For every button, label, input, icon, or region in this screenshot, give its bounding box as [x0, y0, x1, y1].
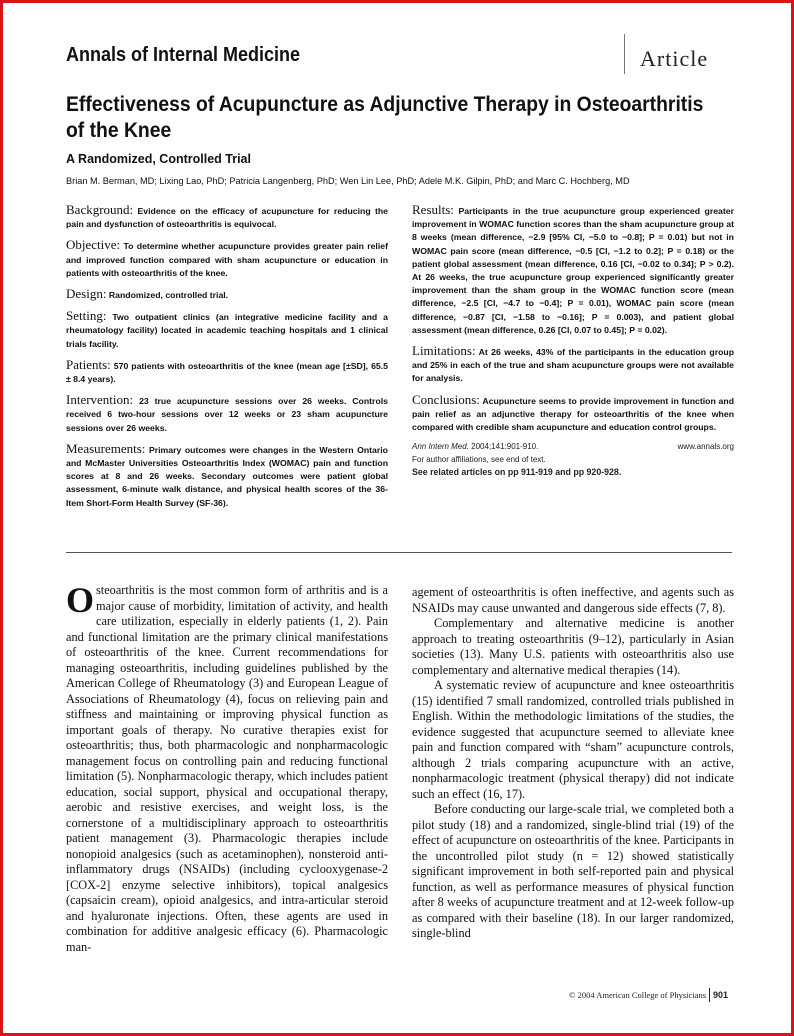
author-list: Brian M. Berman, MD; Lixing Lao, PhD; Patricia Langenberg, PhD; Wen Lin Lee, PhD; Adele M.K. Gilpin, PhD; and Marc C. Hochberg, MD — [66, 176, 630, 186]
abstract-background — [66, 203, 388, 231]
page-footer — [569, 988, 728, 1002]
section-text: 570 patients with osteoarthritis of the knee (mean age [±SD], 65.5 ± 8.4 years). — [66, 360, 388, 385]
section-text: Two outpatient clinics (an integrative medicine facility and a rheumatology facility) located in academic teaching hospitals and 1 clinical trials facility. — [66, 312, 388, 349]
section-label: Design: — [66, 286, 107, 302]
section-text: Participants in the true acupuncture group experienced greater improvement in WOMAC function scores than the sham acupuncture group at 8 weeks (mean difference, −2.9 [95% CI, −5.0 to −0.8]; P = 0.01) but not in WOMAC pain score (mean difference, −0.5 [CI, −1.2 to 0.2]; P = 0.18) or the patient global assessment (mean difference, 0.16 [CI, −0.02 to 0.34]; P > 0.2). At 26 weeks, the true acupuncture group experienced significantly greater improvement than the sham group in the WOMAC function score (mean difference, −2.5 [CI, −4.7 to −0.4]; P = 0.01), WOMAC pain score (mean difference, −0.87 [CI, −1.58 to −0.16]; P = 0.003), and patient global assessment (mean difference, 0.26 [CI, 0.07 to 0.45]; P = 0.02). — [412, 206, 734, 335]
drop-cap: O — [66, 580, 95, 620]
copyright-notice: © 2004 American College of Physicians — [569, 990, 707, 1000]
article-subtitle: A Randomized, Controlled Trial — [66, 152, 251, 166]
page — [4, 4, 790, 1032]
body-left-column — [66, 580, 388, 955]
body-paragraph: steoarthritis is the most common form of arthritis and is a major cause of morbidity, limitation of activity, and health care utilization, especially in elderly patients (1, 2). Pain and functional limitation are the primary clinical manifestations of osteoarthritis of the knee. Current recommendations for managing osteoarthritis, including guidelines published by the American College of Rheumatology (3) and European League of Associations of Rheumatology (4), focus on relieving pain and stiffness and maintaining or improving physical function as important goals of therapy. No curative therapies exist for osteoarthritis; thus, both pharmacologic and nonpharmacologic management focus on controlling pain and reducing functional limitation (5). Nonpharmacologic therapy, which includes patient education, social support, physical and occupational therapy, aerobic and resistive exercises, and weight loss, is the cornerstone of a multidisciplinary approach to osteoarthritis patient management (3). Pharmacologic therapies include nonopioid analgesics (such as acetaminophen), nonsteroid anti-inflammatory drugs (NSAIDs) (including cyclooxygenase-2 [COX-2] enzyme selective inhibitors), topical analgesics (capsaicin cream), opioid analgesics, and intra-articular steroid and hyaluronate injections. Often, these agents are used in combination for additive analgesic efficacy (6). Pharmacologic man- — [66, 583, 388, 954]
section-divider — [66, 552, 732, 553]
body-right-column — [412, 585, 734, 942]
body-paragraph: Complementary and alternative medicine is another approach to treating osteoarthritis (9–12), particularly in Asian societies (13). Many U.S. patients with osteoarthritis also use complementary and alternative medical therapies (14). — [412, 616, 734, 677]
related-articles-note: See related articles on pp 911-919 and pp 920-928. — [412, 467, 622, 478]
body-paragraph: Before conducting our large-scale trial, we completed both a pilot study (18) and a randomized, single-blind trial (19) of the effect of acupuncture on osteoarthritis of the knee. Participants in the uncontrolled pilot study (n = 12) showed statistically significant improvement in both self-reported pain and physical function, as well as performance measures of physical function after 8 weeks of acupuncture treatment and at 12-week follow-up as compared with their baseline (18). In our larger randomized, single-blind — [412, 802, 734, 940]
section-label: Background: — [66, 202, 134, 217]
journal-name: Annals of Internal Medicine — [66, 44, 301, 66]
body-paragraph: A systematic review of acupuncture and knee osteoarthritis (15) identified 7 small randomized, controlled trials published in English. Within the methodologic limitations of the studies, the evidence suggested that acupuncture seemed to alleviate knee pain and function compared with “sham” acupuncture controls, although 2 trials comparing acupuncture with an active, nonpharmacologic treatment (physical therapy) did not indicate such an effect (16, 17). — [412, 678, 734, 801]
body-paragraph: agement of osteoarthritis is often ineffective, and agents such as NSAIDs may cause unwanted and dangerous side effects (7, 8). — [412, 585, 734, 615]
abstract-limitations — [412, 344, 734, 386]
abstract-conclusions — [412, 393, 734, 435]
section-text: Evidence on the efficacy of acupuncture for reducing the pain and dysfunction of osteoarthritis is equivocal. — [66, 206, 388, 230]
abstract-design — [66, 287, 388, 302]
article-type-label: Article — [640, 46, 709, 71]
citation-block — [412, 441, 734, 479]
abstract-results — [412, 203, 734, 337]
abstract-intervention — [66, 393, 388, 435]
section-label: Limitations: — [412, 343, 476, 359]
section-text: Primary outcomes were changes in the Western Ontario and McMaster Universities Osteoarthritis Index (WOMAC) pain and function scores at 8 and 26 weeks. Secondary outcomes were patient global assessment, 6-minute walk distance, and physical health scores of the 36-Item Short-Form Health Survey (SF-36). — [66, 444, 388, 508]
citation-reference: 2004;141:901-910. — [471, 442, 539, 452]
page-number: 901 — [713, 990, 729, 1000]
section-label: Intervention: — [66, 392, 134, 408]
abstract-measurements — [66, 442, 388, 510]
section-text: 23 true acupuncture sessions over 26 weeks. Controls received 6 two-hour sessions over 12 weeks or 23 sham acupuncture sessions over 26 weeks. — [66, 396, 388, 433]
section-text: To determine whether acupuncture provides greater pain relief and improved function compared with sham acupuncture or education in patients with osteoarthritis of the knee. — [66, 241, 388, 278]
affiliations-note: For author affiliations, see end of text. — [412, 454, 546, 464]
abstract-setting — [66, 309, 388, 351]
journal-website-link[interactable]: www.annals.org — [677, 442, 734, 452]
abstract-right-column — [412, 203, 734, 479]
abstract-patients — [66, 358, 388, 386]
abstract-left-column — [66, 203, 388, 517]
section-label: Setting: — [66, 308, 107, 324]
section-label: Objective: — [66, 237, 121, 253]
section-text: At 26 weeks, 43% of the participants in the education group and 25% in each of the true and sham acupuncture groups were not available for analysis. — [412, 347, 734, 384]
section-label: Conclusions: — [412, 391, 480, 407]
abstract-objective — [66, 238, 388, 280]
journal-abbreviation: Ann Intern Med. — [412, 442, 469, 452]
section-label: Patients: — [66, 356, 111, 372]
section-text: Randomized, controlled trial. — [108, 290, 229, 301]
footer-divider — [709, 988, 710, 1002]
section-text: Acupuncture seems to provide improvement in function and pain relief as an adjunctive therapy for osteoarthritis of the knee when compared with credible sham acupuncture and education control groups. — [412, 395, 735, 433]
article-title: Effectiveness of Acupuncture as Adjunctive Therapy in Osteoarthritis of the Knee — [66, 93, 704, 142]
header-divider — [624, 34, 625, 74]
section-label: Measurements: — [66, 440, 146, 456]
section-label: Results: — [412, 202, 454, 217]
